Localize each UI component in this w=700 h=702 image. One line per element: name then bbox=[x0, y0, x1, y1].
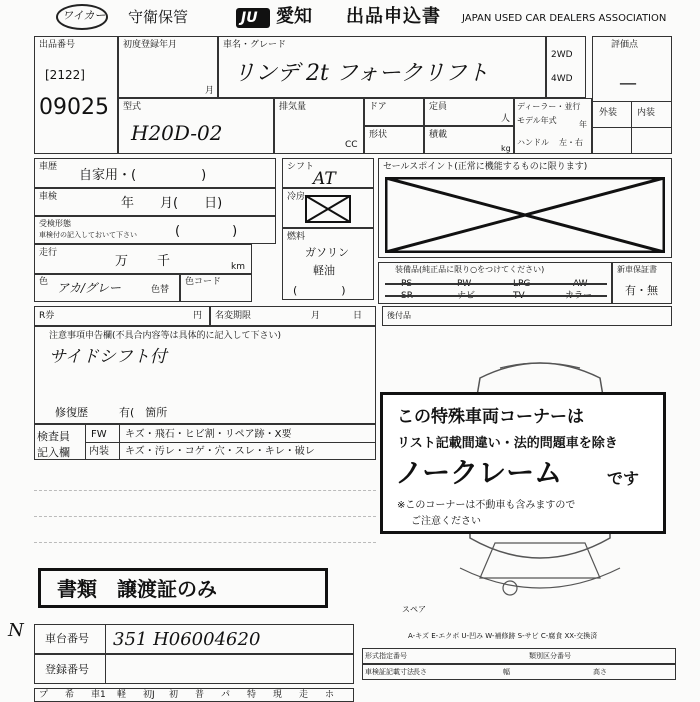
model-box bbox=[118, 98, 274, 154]
special-notice bbox=[380, 392, 666, 534]
bottom-cell: ホ bbox=[325, 690, 335, 700]
format-class-label: 類別区分番号 bbox=[529, 652, 571, 660]
equip-strike-1 bbox=[385, 283, 607, 285]
lot-number: 09025 bbox=[39, 95, 109, 120]
chassis-value: 351 H06004620 bbox=[113, 629, 261, 650]
fuel-light-oil: 軽油 bbox=[313, 264, 335, 277]
history-value: 自家用・( ) bbox=[79, 168, 207, 183]
lot-code: [2122] bbox=[45, 68, 85, 82]
dimensions-box bbox=[362, 664, 676, 680]
form-title: 出品申込書 bbox=[346, 6, 441, 27]
spare-label: スペア bbox=[402, 605, 426, 614]
mileage-unit: km bbox=[231, 262, 245, 272]
first-reg-month-unit: 月 bbox=[205, 86, 215, 96]
mileage-label: 走行 bbox=[39, 248, 58, 258]
first-reg-box bbox=[118, 36, 218, 98]
bottom-cell: 車1 bbox=[91, 690, 106, 700]
bottom-cell: 現 bbox=[273, 690, 283, 700]
bottom-cell: 初J bbox=[143, 690, 155, 700]
shift-label: シフト bbox=[287, 162, 315, 172]
history-box bbox=[34, 158, 276, 188]
capacity-unit: 人 bbox=[501, 114, 511, 124]
recycle-unit: 円 bbox=[193, 311, 203, 321]
dealer-model-year: モデル年式 bbox=[517, 116, 557, 125]
equipment-label: 装備品(純正品に限り○をつけてください) bbox=[395, 265, 545, 274]
notes-value: サイドシフト付 bbox=[49, 347, 167, 367]
capacity-box bbox=[424, 98, 514, 126]
name-change-box bbox=[210, 306, 376, 326]
lot-label: 出品番号 bbox=[39, 40, 76, 50]
repair-value: 有( 箇所 bbox=[119, 406, 168, 419]
org-name: 愛知 bbox=[276, 6, 312, 27]
hand-mark: N bbox=[8, 620, 24, 641]
sales-label: セールスポイント(正常に機能するものに限ります) bbox=[383, 162, 588, 172]
rating-exterior: 外装 bbox=[599, 108, 618, 118]
name-change-day: 日 bbox=[353, 311, 363, 321]
bottom-cell: 普 bbox=[195, 690, 205, 700]
drive-box bbox=[546, 36, 586, 98]
rating-box bbox=[592, 36, 672, 154]
shift-box bbox=[282, 158, 374, 188]
bottom-cell: 初 bbox=[169, 690, 179, 700]
warranty-box bbox=[612, 262, 672, 304]
blank-line-2 bbox=[34, 516, 376, 517]
car-name-value: リンデ 2t フォークリフト bbox=[233, 61, 489, 86]
color-value: アカ/グレー bbox=[57, 281, 121, 295]
logo-mark: JU bbox=[241, 10, 258, 26]
registration-box bbox=[34, 654, 354, 684]
aircon-cross-icon bbox=[305, 195, 351, 223]
displacement-unit: CC bbox=[345, 140, 358, 150]
special-note-1: ※このコーナーは不動車も含みますので bbox=[397, 500, 576, 511]
car-name-box bbox=[218, 36, 546, 98]
color-code-box bbox=[180, 274, 252, 302]
color-code-label: 色コード bbox=[185, 277, 222, 287]
capacity-label: 定員 bbox=[429, 102, 448, 112]
special-line-3: ノークレーム bbox=[395, 456, 563, 489]
name-change-label: 名変期限 bbox=[215, 311, 252, 321]
color-box bbox=[34, 274, 180, 302]
rating-divider bbox=[593, 101, 671, 102]
dealer-year-unit: 年 bbox=[579, 120, 587, 129]
shape-label: 形状 bbox=[369, 130, 388, 140]
dealer-handle-opts: 左・右 bbox=[559, 138, 583, 147]
bottom-cell: 軽 bbox=[117, 690, 127, 700]
blank-line-1 bbox=[34, 490, 376, 491]
inspection-label: 車検 bbox=[39, 192, 58, 202]
chassis-divider bbox=[105, 625, 106, 653]
recycle-box bbox=[34, 306, 210, 326]
dimensions-width: 幅 bbox=[503, 668, 510, 676]
bottom-cell: パ bbox=[221, 690, 231, 700]
bottom-cell: 希 bbox=[65, 690, 75, 700]
top-stamp-text: ワイカー bbox=[62, 9, 106, 22]
category-label: 守衛保管 bbox=[128, 8, 189, 26]
rating-divider-2 bbox=[593, 127, 671, 128]
history-label: 車歴 bbox=[39, 162, 58, 172]
shift-value: AT bbox=[313, 169, 336, 189]
special-line-2: リスト記載間違い・法的問題車を除き bbox=[397, 436, 618, 451]
after-items-label: 後付品 bbox=[387, 311, 411, 320]
equipment-box bbox=[378, 262, 612, 304]
receipt-box bbox=[34, 216, 276, 244]
fuel-gasoline: ガソリン bbox=[305, 246, 349, 259]
inspection-box bbox=[34, 188, 276, 216]
receipt-sub: 車検付の記入しておいて下さい bbox=[39, 231, 137, 239]
first-reg-label: 初度登録年月 bbox=[123, 40, 178, 50]
drive-2wd: 2WD bbox=[551, 50, 573, 60]
damage-legend: A-キズ E-エクボ U-凹み W-補修跡 S-サビ C-腐食 XX-交換済 bbox=[408, 632, 598, 640]
receipt-value: ( ) bbox=[175, 224, 238, 239]
sales-cross-icon bbox=[385, 177, 665, 253]
inspection-value: 年 月( 日) bbox=[121, 196, 223, 211]
displacement-label: 排気量 bbox=[279, 102, 307, 112]
special-line-1: この特殊車両コーナーは bbox=[397, 407, 584, 427]
drive-4wd: 4WD bbox=[551, 74, 573, 84]
shape-box bbox=[364, 126, 424, 154]
inspector-fw-items: キズ・飛石・ヒビ割・リペア跡・X要 bbox=[125, 429, 292, 440]
fuel-paren: ( ) bbox=[293, 284, 346, 297]
blank-line-3 bbox=[34, 542, 376, 543]
displacement-box bbox=[274, 98, 364, 154]
rating-label: 評価点 bbox=[611, 40, 639, 50]
dimensions-height: 高さ bbox=[593, 668, 607, 676]
name-change-month: 月 bbox=[311, 311, 321, 321]
equip-strike-2 bbox=[385, 295, 607, 297]
documents-box bbox=[38, 568, 328, 608]
dealer-box bbox=[514, 98, 592, 154]
fuel-label: 燃料 bbox=[287, 232, 306, 242]
mileage-man: 万 bbox=[115, 254, 129, 269]
chassis-label: 車台番号 bbox=[45, 632, 89, 645]
mileage-sen: 千 bbox=[157, 254, 171, 269]
logo-box bbox=[236, 8, 270, 28]
warranty-value: 有・無 bbox=[625, 284, 658, 297]
dealer-label: ディーラー・並行 bbox=[517, 102, 581, 111]
color-label: 色 bbox=[39, 277, 49, 287]
inspector-divider-h bbox=[85, 442, 375, 443]
org-english: JAPAN USED CAR DEALERS ASSOCIATION bbox=[462, 13, 667, 24]
inspector-fw: FW bbox=[91, 429, 107, 440]
receipt-label: 受検形態 bbox=[39, 219, 71, 228]
rating-interior: 内装 bbox=[637, 108, 656, 118]
inspector-label-2: 記入欄 bbox=[37, 446, 70, 459]
format-label: 形式指定番号 bbox=[365, 652, 407, 660]
load-unit: kg bbox=[501, 144, 511, 153]
chassis-box bbox=[34, 624, 354, 654]
format-box bbox=[362, 648, 676, 664]
car-name-label: 車名・グレード bbox=[223, 40, 287, 50]
special-note-2: ご注意ください bbox=[411, 516, 481, 527]
dealer-handle: ハンドル bbox=[517, 138, 549, 147]
inspector-int: 内装 bbox=[89, 446, 109, 457]
registration-label: 登録番号 bbox=[45, 663, 89, 676]
aircon-label: 冷房 bbox=[287, 192, 306, 202]
inspector-label-1: 検査員 bbox=[37, 430, 70, 443]
fuel-box bbox=[282, 228, 374, 300]
notes-label: 注意事項申告欄(不具合内容等は具体的に記入して下さい) bbox=[49, 331, 282, 341]
aircon-box bbox=[282, 188, 374, 228]
mileage-box bbox=[34, 244, 252, 274]
registration-divider bbox=[105, 655, 106, 683]
bottom-cell: プ bbox=[39, 690, 49, 700]
door-box bbox=[364, 98, 424, 126]
load-box bbox=[424, 126, 514, 154]
bottom-cell: 特 bbox=[247, 690, 257, 700]
inspector-int-items: キズ・汚レ・コゲ・穴・スレ・キレ・破レ bbox=[125, 446, 315, 457]
repair-label: 修復歴 bbox=[55, 406, 88, 419]
documents-value: 書類 譲渡証のみ bbox=[57, 577, 217, 601]
rating-divider-v bbox=[631, 101, 632, 153]
after-items-box bbox=[382, 306, 672, 326]
bottom-cell: 走 bbox=[299, 690, 309, 700]
warranty-label: 新車保証書 bbox=[617, 265, 657, 274]
model-value: H20D-02 bbox=[131, 121, 223, 145]
lot-box bbox=[34, 36, 118, 154]
door-label: ドア bbox=[369, 102, 387, 112]
model-label: 型式 bbox=[123, 102, 142, 112]
sales-box bbox=[378, 158, 672, 258]
color-repaint: 色替 bbox=[151, 285, 170, 295]
notes-box bbox=[34, 326, 376, 424]
inspector-box bbox=[34, 424, 376, 460]
special-line-3b: です bbox=[607, 469, 640, 488]
dimensions-label: 車検証記載寸法 bbox=[365, 668, 414, 676]
load-label: 積載 bbox=[429, 130, 448, 140]
dimensions-length: 長さ bbox=[413, 668, 427, 676]
recycle-label: R券 bbox=[39, 311, 55, 321]
rating-value: — bbox=[619, 73, 637, 94]
